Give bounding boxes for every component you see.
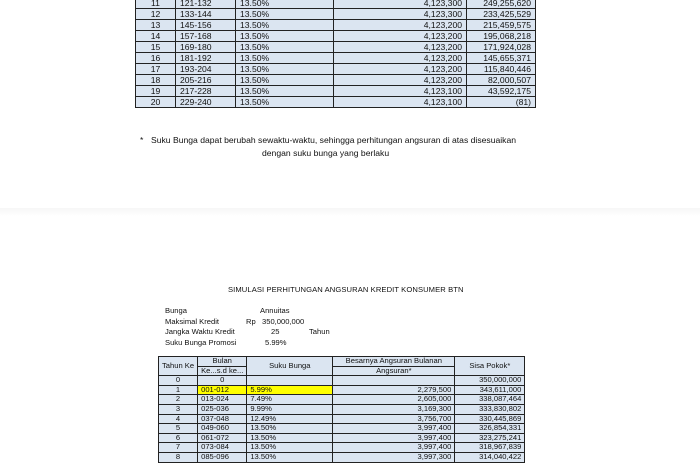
- table-row: [159, 452, 525, 462]
- interest-rate-cell: 13.50%: [247, 433, 333, 443]
- installment-cell: 3,997,400: [333, 433, 455, 443]
- year-cell: 15: [136, 42, 176, 53]
- year-cell: 4: [159, 414, 198, 424]
- remaining-principal-cell: 43,592,175: [467, 86, 536, 97]
- year-cell: 17: [136, 64, 176, 75]
- param-unit: Tahun: [309, 327, 330, 336]
- interest-rate-cell: 13.50%: [236, 31, 334, 42]
- remaining-principal-cell: 318,967,839: [455, 443, 525, 453]
- month-range-cell: 049-060: [198, 424, 247, 434]
- header-month-top: Bulan: [198, 357, 247, 367]
- month-range-cell: 229-240: [176, 97, 236, 108]
- interest-rate-cell: 13.50%: [236, 86, 334, 97]
- table-row: [136, 64, 536, 75]
- remaining-principal-cell: 323,275,241: [455, 433, 525, 443]
- year-cell: 14: [136, 31, 176, 42]
- installment-cell: 3,169,300: [333, 404, 455, 414]
- param-row-promo-rate: [165, 338, 365, 349]
- interest-rate-cell: 12.49%: [247, 414, 333, 424]
- month-range-cell: 181-192: [176, 53, 236, 64]
- interest-rate-cell: 13.50%: [236, 75, 334, 86]
- param-label: Bunga: [165, 306, 187, 315]
- remaining-principal-cell: 333,830,802: [455, 404, 525, 414]
- month-range-cell: 121-132: [176, 0, 236, 9]
- header-month-bottom: Ke...s.d ke...: [198, 366, 247, 376]
- interest-rate-cell: 13.50%: [236, 64, 334, 75]
- month-range-cell: 0: [198, 376, 247, 386]
- year-cell: 3: [159, 404, 198, 414]
- year-cell: 18: [136, 75, 176, 86]
- interest-rate-cell: 5.99%: [247, 385, 333, 395]
- installment-cell: 3,997,300: [333, 452, 455, 462]
- month-range-cell: 193-204: [176, 64, 236, 75]
- installment-cell: 4,123,100: [334, 97, 467, 108]
- month-range-cell: 085-096: [198, 452, 247, 462]
- table-row: [136, 75, 536, 86]
- year-cell: 12: [136, 9, 176, 20]
- remaining-principal-cell: (81): [467, 97, 536, 108]
- year-cell: 1: [159, 385, 198, 395]
- installment-cell: 4,123,300: [334, 0, 467, 9]
- table-row: [136, 42, 536, 53]
- param-label: Jangka Waktu Kredit: [165, 327, 235, 336]
- page-divider: [0, 208, 700, 216]
- header-remaining-principal: Sisa Pokok*: [455, 357, 525, 376]
- year-cell: 13: [136, 20, 176, 31]
- note-asterisk: *: [140, 135, 144, 145]
- installment-cell: 2,605,000: [333, 395, 455, 405]
- table-row: [159, 404, 525, 414]
- header-year: Tahun Ke: [159, 357, 198, 376]
- installment-cell: [333, 376, 455, 386]
- interest-rate-cell: 13.50%: [247, 443, 333, 453]
- installment-cell: 3,997,400: [333, 424, 455, 434]
- remaining-principal-cell: 338,087,464: [455, 395, 525, 405]
- table-row: [136, 31, 536, 42]
- table-row: [159, 376, 525, 386]
- installment-cell: 4,123,200: [334, 64, 467, 75]
- year-cell: 20: [136, 97, 176, 108]
- interest-rate-cell: 13.50%: [236, 97, 334, 108]
- installment-cell: 4,123,300: [334, 9, 467, 20]
- interest-rate-cell: 9.99%: [247, 404, 333, 414]
- interest-rate-cell: 13.50%: [247, 452, 333, 462]
- table-row: [136, 9, 536, 20]
- installment-cell: 4,123,200: [334, 75, 467, 86]
- interest-rate-cell: 13.50%: [247, 424, 333, 434]
- interest-rate-cell: 13.50%: [236, 9, 334, 20]
- installment-cell: 3,756,700: [333, 414, 455, 424]
- note-line-2: dengan suku bunga yang berlaku: [262, 148, 390, 158]
- month-range-cell: 205-216: [176, 75, 236, 86]
- table-row: [136, 0, 536, 9]
- installment-simulation-body: [159, 376, 525, 462]
- month-range-cell: 013-024: [198, 395, 247, 405]
- remaining-principal-cell: 195,068,218: [467, 31, 536, 42]
- year-cell: 2: [159, 395, 198, 405]
- installment-cell: 4,123,200: [334, 20, 467, 31]
- installment-simulation-table: [158, 356, 525, 463]
- param-value: 25: [271, 327, 280, 336]
- month-range-cell: 169-180: [176, 42, 236, 53]
- remaining-principal-cell: 350,000,000: [455, 376, 525, 386]
- month-range-cell: 217-228: [176, 86, 236, 97]
- month-range-cell: 001-012: [198, 385, 247, 395]
- year-cell: 19: [136, 86, 176, 97]
- installment-cell: 4,123,200: [334, 42, 467, 53]
- month-range-cell: 133-144: [176, 9, 236, 20]
- param-row-max-credit: [165, 317, 365, 328]
- param-label: Suku Bunga Promosi: [165, 337, 237, 347]
- installment-cell: 4,123,100: [334, 86, 467, 97]
- month-range-cell: 061-072: [198, 433, 247, 443]
- year-cell: 8: [159, 452, 198, 462]
- remaining-principal-cell: 330,445,869: [455, 414, 525, 424]
- table-row: [136, 86, 536, 97]
- param-value: Annuitas: [260, 306, 290, 315]
- remaining-principal-cell: 145,655,371: [467, 53, 536, 64]
- header-installment-top: Besarnya Angsuran Bulanan: [333, 357, 455, 367]
- param-currency: Rp: [246, 316, 256, 326]
- param-value: 5.99%: [265, 337, 287, 347]
- month-range-cell: 037-048: [198, 414, 247, 424]
- installment-cell: 4,123,200: [334, 53, 467, 64]
- table-row: [136, 97, 536, 108]
- header-interest-rate: Suku Bunga: [247, 357, 333, 376]
- remaining-principal-cell: 326,854,331: [455, 424, 525, 434]
- installment-table-top: [135, 0, 536, 108]
- remaining-principal-cell: 249,255,620: [467, 0, 536, 9]
- installment-table-top-body: [136, 0, 536, 108]
- month-range-cell: 157-168: [176, 31, 236, 42]
- remaining-principal-cell: 171,924,028: [467, 42, 536, 53]
- year-cell: 16: [136, 53, 176, 64]
- remaining-principal-cell: 82,000,507: [467, 75, 536, 86]
- interest-rate-cell: 13.50%: [236, 42, 334, 53]
- simulation-title: SIMULASI PERHITUNGAN ANGSURAN KREDIT KONSUMER BTN: [228, 285, 464, 294]
- installment-cell: 2,279,500: [333, 385, 455, 395]
- table-row: [136, 20, 536, 31]
- note-line-1: Suku Bunga dapat berubah sewaktu-waktu, sehingga perhitungan angsuran di atas disesuaikan: [151, 135, 517, 145]
- remaining-principal-cell: 233,425,529: [467, 9, 536, 20]
- simulation-parameters: [165, 306, 365, 348]
- month-range-cell: 145-156: [176, 20, 236, 31]
- year-cell: 11: [136, 0, 176, 9]
- year-cell: 7: [159, 443, 198, 453]
- table-row: [136, 53, 536, 64]
- remaining-principal-cell: 343,611,000: [455, 385, 525, 395]
- remaining-principal-cell: 314,040,422: [455, 452, 525, 462]
- table-row: [159, 443, 525, 453]
- interest-rate-cell: [247, 376, 333, 386]
- year-cell: 5: [159, 424, 198, 434]
- month-range-cell: 073-084: [198, 443, 247, 453]
- param-value: 350,000,000: [262, 316, 305, 326]
- param-row-bunga: [165, 306, 365, 317]
- param-label: Maksimal Kredit: [165, 316, 220, 326]
- installment-cell: 4,123,200: [334, 31, 467, 42]
- header-installment-bottom: Angsuran*: [333, 366, 455, 376]
- interest-rate-cell: 13.50%: [236, 20, 334, 31]
- year-cell: 6: [159, 433, 198, 443]
- table-row: [159, 424, 525, 434]
- remaining-principal-cell: 215,459,575: [467, 20, 536, 31]
- month-range-cell: 025-036: [198, 404, 247, 414]
- interest-rate-cell: 13.50%: [236, 0, 334, 9]
- year-cell: 0: [159, 376, 198, 386]
- param-row-term: [165, 327, 365, 338]
- installment-cell: 3,997,400: [333, 443, 455, 453]
- interest-rate-cell: 13.50%: [236, 53, 334, 64]
- table-header-row: [159, 357, 525, 367]
- interest-rate-cell: 7.49%: [247, 395, 333, 405]
- remaining-principal-cell: 115,840,446: [467, 64, 536, 75]
